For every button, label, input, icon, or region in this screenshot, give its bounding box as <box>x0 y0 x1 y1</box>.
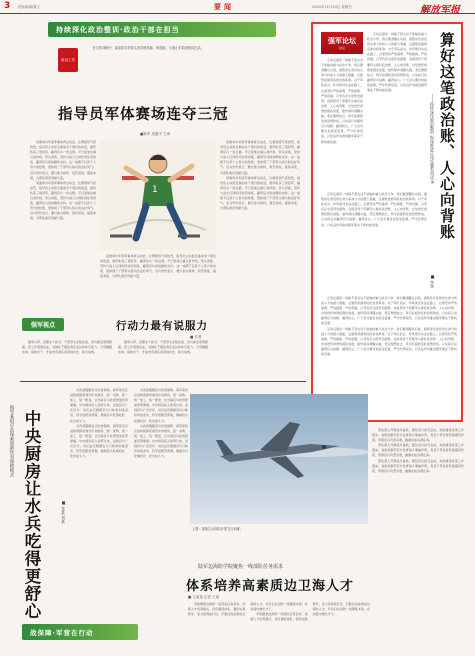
column-label: 强军论坛 <box>328 37 356 45</box>
feature-body-col3 <box>220 140 300 325</box>
svg-text:1: 1 <box>152 185 158 195</box>
top-banner-text: 持续深化政治整训·政治干部在担当 <box>56 25 180 34</box>
right-col-body <box>372 428 464 650</box>
feature-body-text: 某旅举办年度军事体育运动会，比赛现场气氛热烈，指导员主动报名参加多个项目的角逐，最终斩获三项冠军，赢得官兵一致点赞。平日里他注重以身作则，带头训练，坚持与战士们同吃同住同训练，赢得官兵的信赖和支持。这一成绩不仅是个人努力的结果，更体现了干部带头练兵的良好风气。官兵纷纷表示，要以他为榜样，刻苦训练，提高本领，为部队建设贡献力量。 <box>30 140 96 180</box>
action-title: 行动力最有说服力 <box>116 320 208 332</box>
column-body-text-1: 正风反腐是一场输不起也决不能输的重大政治斗争。我们要清醒认识到，腐败是危害党的生命力和战斗力的最大毒瘤，反腐败是最彻底的自我革命。对于军队而言，作风建设永远在路上，必须坚持严的基调、严的措施、严的氛围，以零容忍态度惩治腐败。各级领导干部要带头算好政治账、人心向背账，自觉把纪律规矩挺在前面，始终保持清醒头脑，坚定理想信念，筑牢拒腐防变的思想防线，以实际行动赢得官兵信赖、赢得民心。广大官兵要自觉接受监督，严守纪律底线，以优良作风推进强军事业不断向前发展。 <box>367 32 427 93</box>
feature-body-text-4: 某旅举办年度军事体育运动会，比赛现场气氛热烈，指导员主动报名参加多个项目的角逐，最终斩获三项冠军，赢得官兵一致点赞。平日里他注重以身作则，带头训练，坚持与战士们同吃同住同训练，赢得官兵的信赖和支持。这一成绩不仅是个人努力的结果，更体现了干部带头练兵的良好风气。官兵纷纷表示，要以他为榜样，刻苦训练，提高本领，为部队建设贡献力量。 <box>220 175 300 211</box>
column-author: ■ 李华 <box>430 274 435 289</box>
feature-intro <box>86 46 296 86</box>
border-body <box>188 602 370 650</box>
feature-body-col2 <box>100 254 216 324</box>
politics-badge <box>58 48 78 72</box>
kitchen-subtitle: 海军某供应站探索创新饮食保障模式 <box>9 405 14 477</box>
footer-banner <box>22 624 138 640</box>
kitchen-body-text-2: 为改善舰艇官兵饮食保障，海军某供应站积极探索建设中央厨房，统一采购、统一加工、统一配送，让出海官兵吃得更加营养健康。中央厨房投入使用以来，受到官兵广泛好评。供应站还根据官兵口味和训练需求，科学搭配营养餐，确保官兵吃饱吃好、吃出战斗力。 <box>70 423 128 459</box>
border-kicker: 陆军边海防学院聚焦一线部队任务需求 <box>198 564 284 570</box>
column-body-mid <box>321 192 427 292</box>
page-header <box>0 0 475 14</box>
column-body-text-3: 正风反腐是一场输不起也决不能输的重大政治斗争。我们要清醒认识到，腐败是危害党的生命力和战斗力的最大毒瘤，反腐败是最彻底的自我革命。对于军队而言，作风建设永远在路上，必须坚持严的基调、严的措施、严的氛围，以零容忍态度惩治腐败。各级领导干部要带头算好政治账、人心向背账，自觉把纪律规矩挺在前面，始终保持清醒头脑，坚定理想信念，筑牢拒腐防变的思想防线，以实际行动赢得官兵信赖、赢得民心。广大官兵要自觉接受监督，严守纪律底线，以优良作风推进强军事业不断向前发展。 <box>321 192 427 227</box>
feature-title: 指导员军体赛场连夺三冠 <box>58 107 229 123</box>
border-body-text-2: 学院聚焦边海防一线部队任务需求，创新人才培养模式，优化课程体系，强化实践教学，着力培养能打仗、打胜仗的高素质边海防人才。学员们在边防一线锤炼本领，在实践中增长才干。 <box>250 602 370 622</box>
feature-body-col1 <box>30 140 96 325</box>
column-body-text-5: 正风反腐是一场输不起也决不能输的重大政治斗争。我们要清醒认识到，腐败是危害党的生命力和战斗力的最大毒瘤，反腐败是最彻底的自我革命。对于军队而言，作风建设永远在路上，必须坚持严的基调、严的措施、严的氛围，以零容忍态度惩治腐败。各级领导干部要带头算好政治账、人心向背账，自觉把纪律规矩挺在前面，始终保持清醒头脑，坚定理想信念，筑牢拒腐防变的思想防线，以实际行动赢得官兵信赖、赢得民心。广大官兵要自觉接受监督，严守纪律底线，以优良作风推进强军事业不断向前发展。 <box>321 326 457 357</box>
kitchen-body-text-3: 为改善舰艇官兵饮食保障，海军某供应站积极探索建设中央厨房，统一采购、统一加工、统一配送，让出海官兵吃得更加营养健康。中央厨房投入使用以来，受到官兵广泛好评。供应站还根据官兵口味和训练需求，科学搭配营养餐，确保官兵吃饱吃好、吃出战斗力。 <box>134 388 188 423</box>
action-body-text-2: 强军兴军，需要实干担当。干部带头冲锋在前，官兵就会紧紧跟随。把工作落到实处，关键在于强化责任意识和执行能力。只有脚踏实地、真抓实干，才能把各项任务落到实处、抓出成效。 <box>118 340 209 355</box>
top-banner <box>48 22 276 37</box>
feature-body-text-3: 某旅举办年度军事体育运动会，比赛现场气氛热烈，指导员主动报名参加多个项目的角逐，最终斩获三项冠军，赢得官兵一致点赞。平日里他注重以身作则，带头训练，坚持与战士们同吃同住同训练，赢得官兵的信赖和支持。这一成绩不仅是个人努力的结果，更体现了干部带头练兵的良好风气。官兵纷纷表示，要以他为榜样，刻苦训练，提高本领，为部队建设贡献力量。 <box>220 140 300 175</box>
border-author: ■ 王某某 记者 王某 <box>188 595 220 599</box>
action-body <box>22 340 304 378</box>
kitchen-body-col1 <box>70 388 128 618</box>
action-author: ■ 作者 <box>190 335 202 339</box>
page-label: 国家新闻/要文 <box>18 5 41 9</box>
kitchen-body-text-4: 为改善舰艇官兵饮食保障，海军某供应站积极探索建设中央厨房，统一采购、统一加工、统一配送，让出海官兵吃得更加营养健康。中央厨房投入使用以来，受到官兵广泛好评。供应站还根据官兵口味和训练需求，科学搭配营养餐，确保官兵吃饱吃好、吃出战斗力。 <box>134 423 188 459</box>
action-tag <box>22 318 64 331</box>
column-box <box>311 22 463 422</box>
column-body-text-2: 正风反腐是一场输不起也决不能输的重大政治斗争。我们要清醒认识到，腐败是危害党的生命力和战斗力的最大毒瘤，反腐败是最彻底的自我革命。对于军队而言，作风建设永远在路上，必须坚持严的基调、严的措施、严的氛围，以零容忍态度惩治腐败。各级领导干部要带头算好政治账、人心向背账，自觉把纪律规矩挺在前面，始终保持清醒头脑，坚定理想信念，筑牢拒腐防变的思想防线，以实际行动赢得官兵信赖、赢得民心。广大官兵要自觉接受监督，严守纪律底线，以优良作风推进强军事业不断向前发展。 <box>321 58 363 144</box>
feature-byline: ■陈军 吴继平 王涛 <box>140 132 171 136</box>
issue-date: 2024年11月24日 星期日 <box>312 5 352 9</box>
kitchen-body-text-1: 为改善舰艇官兵饮食保障，海军某供应站积极探索建设中央厨房，统一采购、统一加工、统一配送，让出海官兵吃得更加营养健康。中央厨房投入使用以来，受到官兵广泛好评。供应站还根据官兵口味和训练需求，科学搭配营养餐，确保官兵吃饱吃好、吃出战斗力。 <box>70 388 128 423</box>
page-number: 3 <box>4 1 11 11</box>
column-body-text-4: 正风反腐是一场输不起也决不能输的重大政治斗争。我们要清醒认识到，腐败是危害党的生命力和战斗力的最大毒瘤，反腐败是最彻底的自我革命。对于军队而言，作风建设永远在路上，必须坚持严的基调、严的措施、严的氛围，以零容忍态度惩治腐败。各级领导干部要带头算好政治账、人心向背账，自觉把纪律规矩挺在前面，始终保持清醒头脑，坚定理想信念，筑牢拒腐防变的思想防线，以实际行动赢得官兵信赖、赢得民心。广大官兵要自觉接受监督，严守纪律底线，以优良作风推进强军事业不断向前发展。 <box>321 296 457 326</box>
column-title: 算好这笔政治账、人心向背账 <box>438 32 456 240</box>
divider-line <box>20 381 306 382</box>
action-tag-label: 强军视点 <box>30 322 55 329</box>
feature-intro-text: 在日常训练中，某部指导员带头坚持练体能、练技能，与战士们同训练同比武。 <box>92 46 204 50</box>
border-title: 体系培养高素质边卫海人才 <box>186 579 355 594</box>
action-body-text: 强军兴军，需要实干担当。干部带头冲锋在前，官兵就会紧紧跟随。把工作落到实处，关键在于强化责任意识和执行能力。只有脚踏实地、真抓实干，才能把各项任务落到实处、抓出成效。 <box>22 340 113 355</box>
newspaper-logo: 解放军报 <box>420 5 460 16</box>
photo-caption: 上图：某航空兵部队开展飞行训练。 <box>192 527 243 531</box>
section-title: 要闻 <box>214 3 234 11</box>
kitchen-author: ■ 张某 刘某 <box>61 500 66 524</box>
right-col-text-3: 部队深入开展练兵备战，强化官兵担当意识，持续推进各项工作落实。各级党组织充分发挥战斗堡垒作用，党员干部发挥先锋模范作用，带领官兵攻坚克难，圆满完成各项任务。 <box>372 458 464 473</box>
column-label-box <box>321 32 363 54</box>
column-body-top <box>367 32 427 187</box>
column-subtitle: ——持续深化政治整训 纵深推进正风反腐系列谈⑥ <box>430 94 435 185</box>
feature-illustration <box>100 140 216 250</box>
kitchen-title: 中央厨房让水兵吃得更舒心 <box>22 410 41 620</box>
feature-body-text-2: 某旅举办年度军事体育运动会，比赛现场气氛热烈，指导员主动报名参加多个项目的角逐，最终斩获三项冠军，赢得官兵一致点赞。平日里他注重以身作则，带头训练，坚持与战士们同吃同住同训练，赢得官兵的信赖和支持。这一成绩不仅是个人努力的结果，更体现了干部带头练兵的良好风气。官兵纷纷表示，要以他为榜样，刻苦训练，提高本领，为部队建设贡献力量。 <box>100 254 216 279</box>
right-col-text-2: 部队深入开展练兵备战，强化官兵担当意识，持续推进各项工作落实。各级党组织充分发挥战斗堡垒作用，党员干部发挥先锋模范作用，带领官兵攻坚克难，圆满完成各项任务。 <box>372 443 464 458</box>
feature-body-text-cont: 某旅举办年度军事体育运动会，比赛现场气氛热烈，指导员主动报名参加多个项目的角逐，最终斩获三项冠军，赢得官兵一致点赞。平日里他注重以身作则，带头训练，坚持与战士们同吃同住同训练，赢得官兵的信赖和支持。这一成绩不仅是个人努力的结果，更体现了干部带头练兵的良好风气。官兵纷纷表示，要以他为榜样，刻苦训练，提高本领，为部队建设贡献力量。 <box>30 180 96 221</box>
kitchen-body-col2 <box>134 388 188 618</box>
footer-banner-text: 战保障·军营在行动 <box>30 628 94 637</box>
column-body-left <box>321 58 363 188</box>
aircraft-photo <box>190 394 368 524</box>
column-sublabel: ·论坛· <box>338 46 346 50</box>
border-body-text: 学院聚焦边海防一线部队任务需求，创新人才培养模式，优化课程体系，强化实践教学，着力培养能打仗、打胜仗的高素质边海防人才。学员们在边防一线锤炼本领，在实践中增长才干。 <box>188 602 308 617</box>
right-col-text-1: 部队深入开展练兵备战，强化官兵担当意识，持续推进各项工作落实。各级党组织充分发挥战斗堡垒作用，党员干部发挥先锋模范作用，带领官兵攻坚克难，圆满完成各项任务。 <box>372 428 464 443</box>
politics-badge-label: 政治工作 <box>61 57 75 62</box>
